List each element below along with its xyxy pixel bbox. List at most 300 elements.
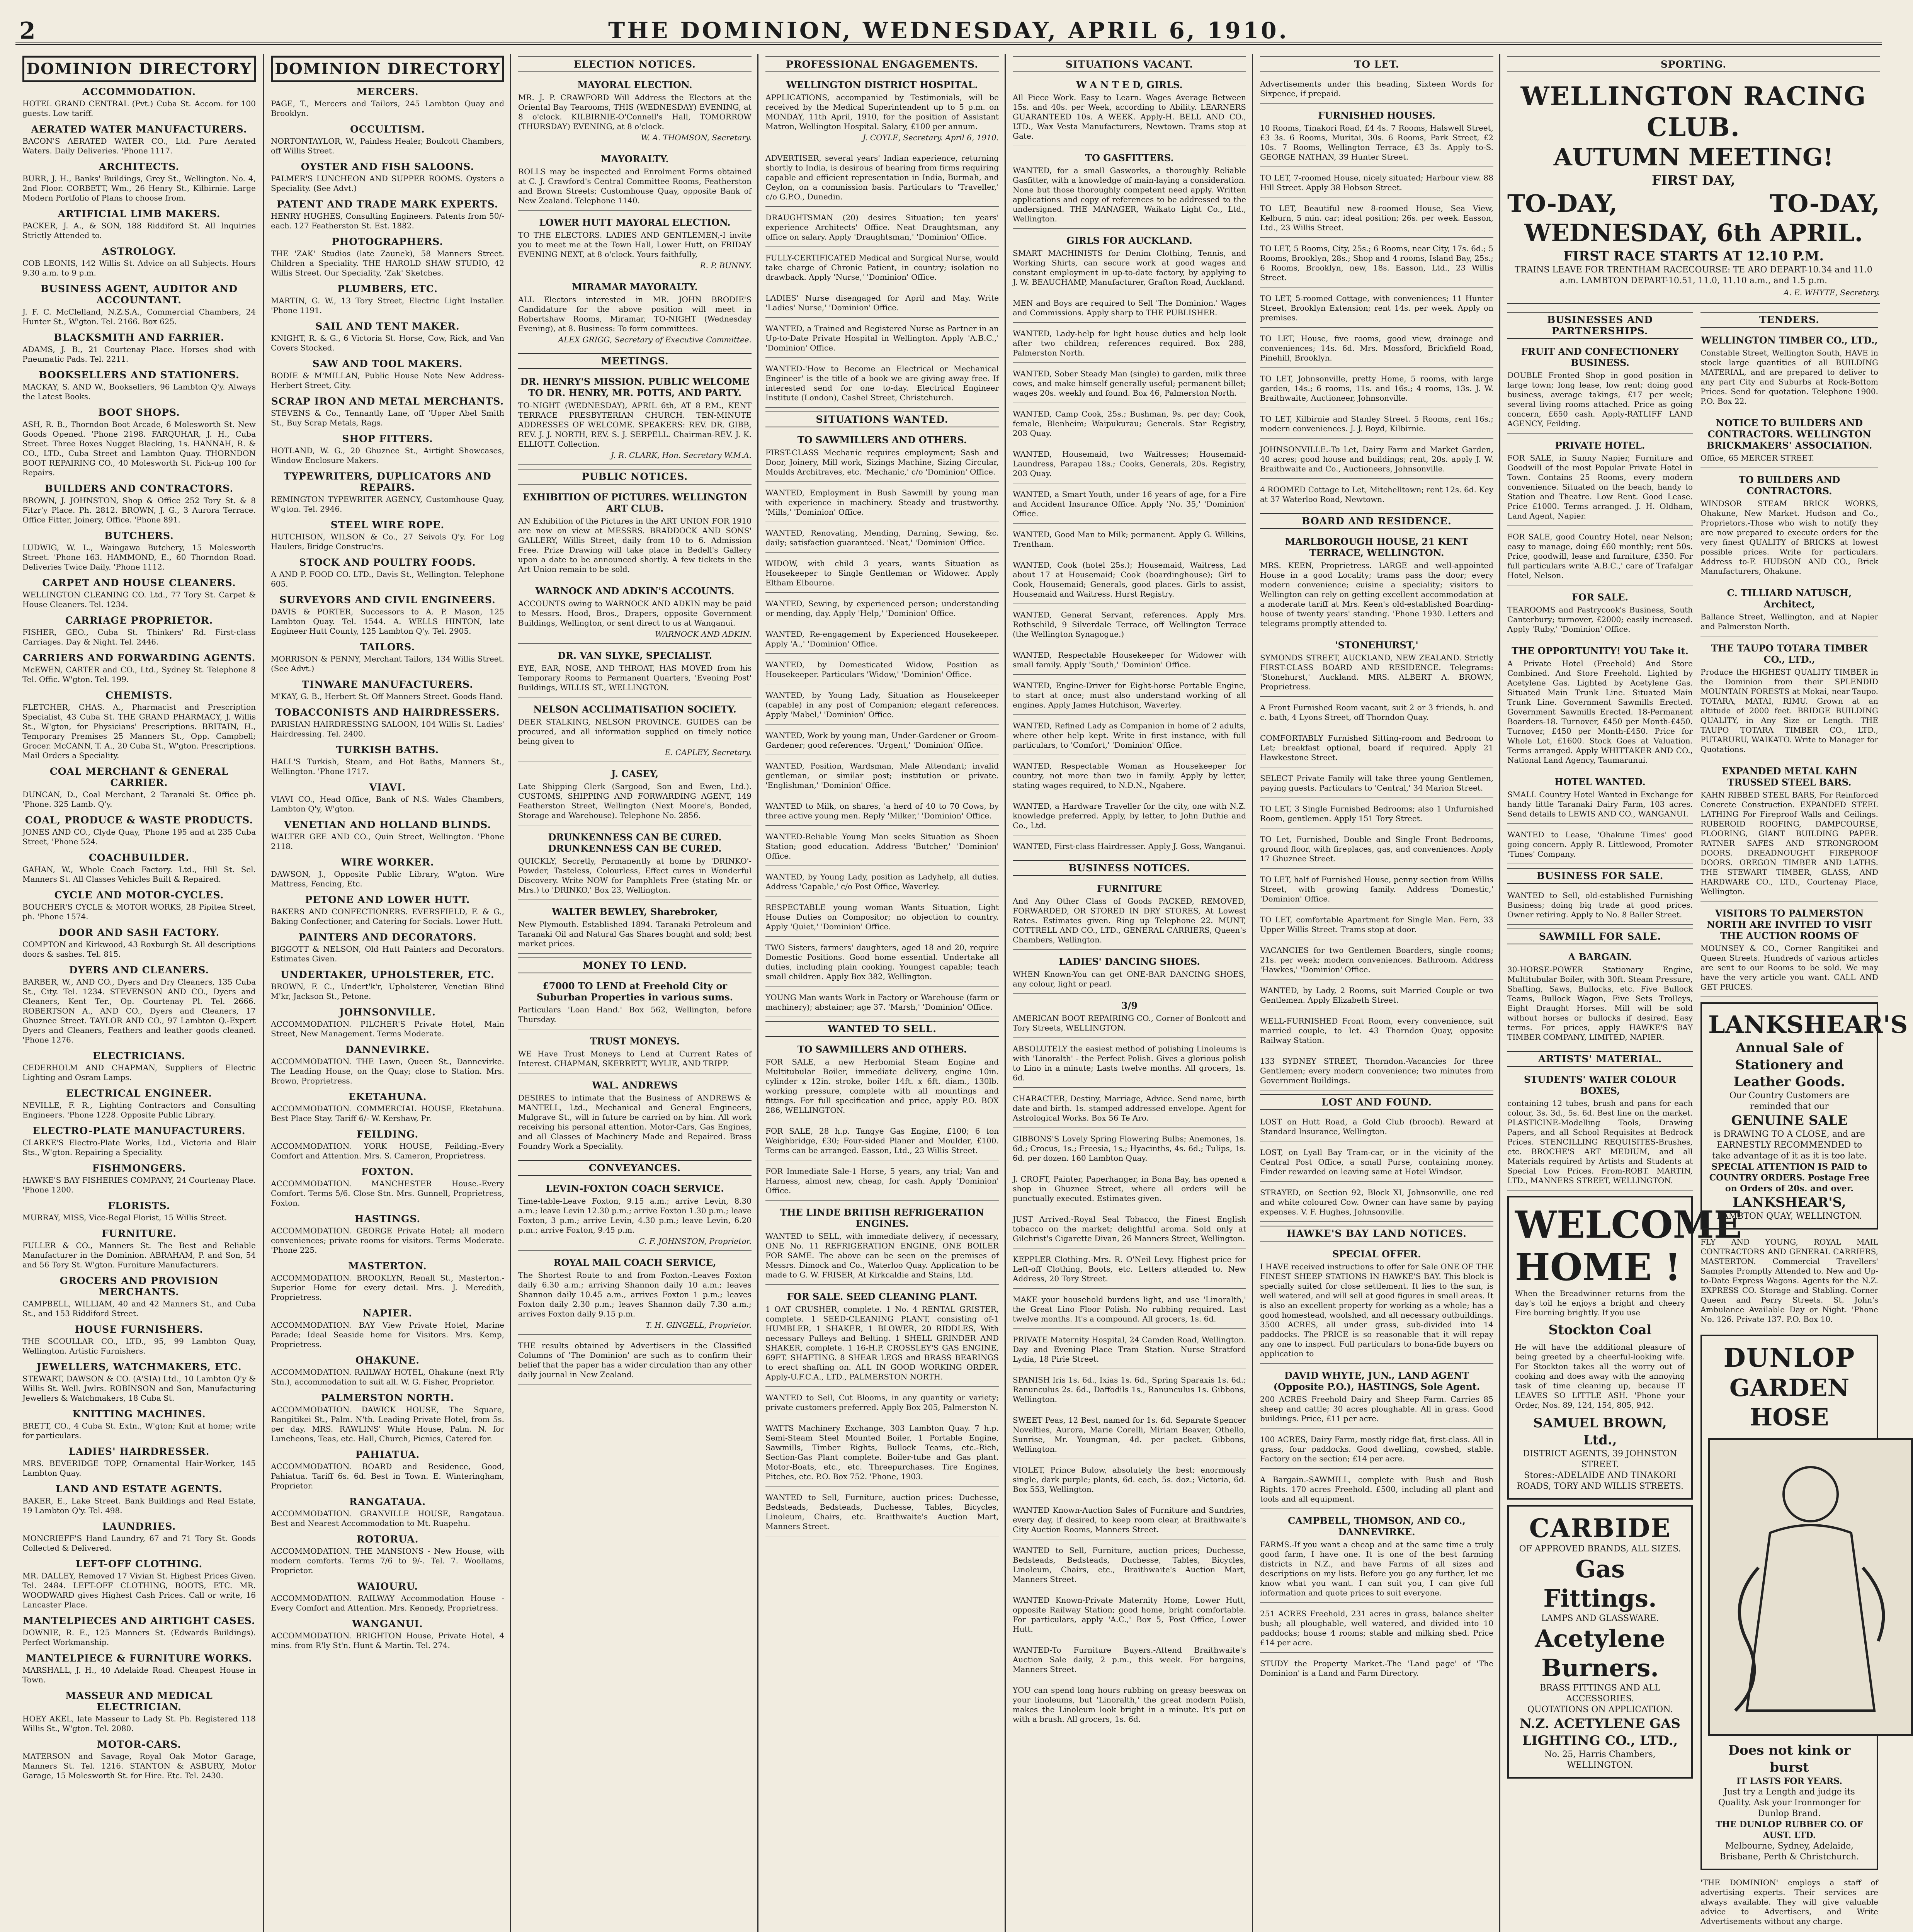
classified-ad [1260,1367,1493,1429]
directory-entry [271,679,504,701]
directory-entry [271,1166,504,1208]
racing-today-row [1507,189,1880,218]
classified-ad [765,526,999,553]
classified-ad [1013,1373,1246,1409]
ad-text: WANTED, by Young Lady, Situation as Housekeeper (capable) in any post of Companion; elegant references. Apply 'Mabel,' 'Dominion' Office. [765,690,999,719]
ad-text: WANTED, Respectable Woman as Housekeeper for country, not more than two in family. Apply by letter, stating wages required, to N.D.N., Ngahere. [1013,761,1246,790]
section-heading: ELECTION NOTICES. [518,56,752,72]
ad-title: DR. VAN SLYKE, SPECIALIST. [558,650,712,661]
section-heading: CONVEYANCES. [518,1160,752,1176]
carbide-line: OF APPROVED BRANDS, ALL SIZES. [1519,1544,1681,1554]
ad-text: FOR SALE, a new Herbomial Steam Engine and Multitubular Boiler, immediate delivery, engine 10in. cylinder x 12in. stroke, boiler 14ft. x 6ft. diam., 130lb. working pressure, complete with all mountings and fittings. For full specification and price, apply P.O. BOX 286, WELLINGTON. [765,1057,999,1115]
directory-category: FISHMONGERS. [92,1163,186,1174]
carbide-ad [1507,1505,1693,1779]
ad-text: The Shortest Route to and from Foxton.-Leaves Foxton daily 6.30 a.m.; arriving Shannon daily 10 a.m.; leaves Shannon daily 10.45 a.m., arrives Foxton 1 p.m.; leaves Foxton daily 2.30 p.m.; leaves Shannon daily 7.30 a.m.; arrives Foxton daily 9.15 p.m. [518,1270,752,1318]
directory-entry [22,283,256,327]
directory-entry [22,246,256,278]
ad-text: MR. J. P. CRAWFORD Will Address the Electors at the Oriental Bay Tearooms, THIS (WEDNESDAY) EVENING, at 8 o'clock. KILBIRNIE-O'Connell's Hall, TOMORROW (THURSDAY) EVENING, at 8 o'clock. [518,93,752,131]
directory-category: STEEL WIRE ROPE. [330,519,445,531]
directory-entry [271,1534,504,1575]
directory-entry [271,1091,504,1123]
sporting-left-subcolumn [1507,310,1742,1932]
classified-ad [765,211,999,247]
classified-ad [518,1180,752,1251]
ad-text: WANTED-To Furniture Buyers.-Attend Braithwaite's Auction Sale daily, 2 p.m., this week. For bargains, Manners Street. [1013,1645,1246,1674]
directory-category: CARRIAGE PROPRIETOR. [65,615,213,626]
directory-text: ASH, R. B., Thorndon Boot Arcade, 6 Molesworth St. New Goods Opened. 'Phone 2198. FARQUHAR, J. H., Cuba Street. Three Boxes Nugget Blacking, 1s. HANNAH, R. & CO., LTD., Cuba Street and Lambton Quay. THORNDON BOOT REPAIRING CO., 40 Molesworth St. Pick-up 100 for Repairs. [22,420,256,477]
ad-text: CHARACTER, Destiny, Marriage, Advice. Send name, birth date and birth. 1s. stamped addressed envelope. Agent for Astrological Works. Box 56 Te Aro. [1013,1094,1246,1122]
classified-ad [1260,832,1493,869]
directory-entry [271,199,504,231]
directory-entry [271,321,504,353]
ad-text: WIDOW, with child 3 years, wants Situation as Housekeeper to Single Gentleman or Widower. Apply Eltham Elbourne. [765,559,999,587]
classified-ad [1260,1014,1493,1050]
directory-entry [22,1324,256,1356]
classified-ad [1507,437,1693,526]
directory-category: ARTIFICIAL LIMB MAKERS. [58,208,221,219]
ad-text: A Private Hotel (Freehold) And Store Combined. And Store Freehold. Lighted by Acetylene Gas. Lighted by Acetylene Gas. Situated Main Trunk Line. Situated Main Trunk Line. Government Sawmills Erected. Government Sawmills Erected. 18-Permanent Boarders-18. Turnover, £450 per Month-£450. Turnover, £450 per Month-£450. Price for Whole Lot, £1600. Stock Goes at Valuation. Terms arranged. Apply WHITTAKER AND CO., National Land Agency, Taumarunui. [1507,659,1693,765]
directory-text: MACKAY, S. AND W., Booksellers, 96 Lambton Q'y. Always the Latest Books. [22,382,256,401]
directory-entry [22,927,256,959]
ad-text: TWO Sisters, farmers' daughters, aged 18 and 20, require Domestic Positions. Good home essential. Undertake all duties, including plain cooking. Youngest capable; teach small children. Apply Box 382, Wellington. [765,943,999,981]
directory-text: HENRY HUGHES, Consulting Engineers. Patents from 50/- each. 127 Featherston St. Est. 1882. [271,211,504,230]
classified-ad [765,1041,999,1120]
section-heading: BOARD AND RESIDENCE. [1260,513,1493,529]
directory-entry [271,519,504,551]
classified-ad [1013,1212,1246,1248]
directory-entry [271,1355,504,1387]
classified-ad [765,321,999,358]
classified-ad [765,1204,999,1285]
dunlop-tagline: Does not kink or burst [1728,1743,1851,1775]
ad-text: WANTED-Reliable Young Man seeks Situation as Shoen Station; good education. Address 'Butcher,' 'Dominion' Office. [765,832,999,861]
classified-ad [1700,640,1878,759]
ad-signature: C. F. JOHNSTON, Proprietor. [639,1236,752,1246]
directory-category: MASTERTON. [348,1260,427,1272]
ad-signature: J. R. CLARK, Hon. Secretary W.M.A. [610,451,752,460]
section-heading: BUSINESSES AND PARTNERSHIPS. [1507,312,1693,339]
ad-title: TO BUILDERS AND CONTRACTORS. [1738,474,1840,497]
directory-category: WAIOURU. [357,1581,418,1592]
directory-entry [271,641,504,673]
classified-ad [1260,242,1493,287]
ad-title: ROYAL MAIL COACH SERVICE, [553,1257,716,1268]
classified-ad [1507,828,1693,864]
directory-category: FEILDING. [356,1129,419,1140]
directory-text: DAVIS & PORTER, Successors to A. P. Mason, 125 Lambton Quay. Tel. 1544. A. WELLS HINTON, late Engineer Hutt County, 125 Lambton Q'y. Tel. 2905. [271,607,504,636]
ad-title: FURNISHED HOUSES. [1318,110,1435,121]
directory-category: TINWARE MANUFACTURERS. [302,679,473,690]
ad-text: WATTS Machinery Exchange, 303 Lambton Quay. 7 h.p. Semi-Steam Steel Mounted Boiler, 1 Portable Engine, Sawmills, Timber Rights, Bullock Teams, etc.-Rich, Section-Gas Plant complete. Boiler-tube and Gas plant. Motor-Boats, etc., etc. Threepurchases. Tire Engines, Pitches, etc. P.O. Box 752. 'Phone, 1903. [765,1423,999,1481]
ad-text: AN Exhibition of the Pictures in the ART UNION FOR 1910 are now on view at MESSRS. BRADDOCK AND SONS' GALLERY, Willis Street, daily from 10 to 6. Admission Free. Prize Drawing will take place in Bedell's Gallery upon a date to be announced shortly. A few tickets in the Art Union remain to be sold. [518,516,752,574]
ad-text: JUST Arrived.-Royal Seal Tobacco, the Finest English tobacco on the market; delightful aroma. Sold only at Gilchrist's Cigarette Divan, 26 Manners Street, Wellington. [1013,1214,1246,1243]
directory-category: HASTINGS. [354,1213,421,1225]
directory-text: BURR, J. H., Banks' Buildings, Grey St., Wellington. No. 4, 2nd Floor. CORBETT, Wm., 26 Henry St., Kilbirnie. Large Modern Portfolio of Plans to choose from. [22,174,256,202]
classified-ad [1260,442,1493,479]
ad-title: MAYORALTY. [601,153,669,165]
ad-title: WELLINGTON DISTRICT HOSPITAL. [786,79,978,90]
classified-ad [1013,799,1246,835]
classified-ad [1507,1071,1693,1190]
ad-text: FOR Immediate Sale-1 Horse, 5 years, any trial; Van and Harness, almost new, cheap, for cash. Apply 'Dominion' Office. [765,1167,999,1195]
directory-text: ACCOMMODATION. BOARD and Residence, Good, Pahiatua. Tariff 6s. 6d. Best in Town. E. Winteringham, Proprietor. [271,1462,504,1490]
classified-ad [1507,949,1693,1047]
ad-text: FOR SALE, 28 h.p. Tangye Gas Engine, £100; 6 ton Weighbridge, £30; Four-sided Planer and Moulder, £100. Terms can be arranged. Easson, Ltd., 23 Willis Street. [765,1126,999,1155]
carbide-brass: BRASS FITTINGS AND ALL ACCESSORIES. [1540,1683,1660,1704]
dunlop-company: THE DUNLOP RUBBER CO. OF AUST. LTD. [1716,1820,1863,1840]
classified-ad [518,1338,752,1384]
classified-ad [1260,771,1493,798]
classified-ad [1013,327,1246,363]
classified-column-6 [1252,54,1500,1932]
classified-ad [1260,332,1493,368]
section-heading: LOST AND FOUND. [1260,1094,1493,1110]
directory-entry [271,1581,504,1613]
ad-text: STUDY the Property Market.-The 'Land page' of 'The Dominion' is a Land and Farm Directory. [1260,1659,1493,1678]
directory-category: GROCERS AND PROVISION MERCHANTS. [60,1275,219,1298]
section-heading: WANTED TO SELL. [765,1021,999,1037]
directory-text: HALL'S Turkish, Steam, and Hot Baths, Manners St., Wellington. 'Phone 1717. [271,757,504,776]
ad-text: SWEET Peas, 12 Best, named for 1s. 6d. Separate Spencer Novelties, Aurora, Marie Corelli, Miriam Beaver, Othello, Sunrise, Mr. Youngman, 4d. per packet. Gibbons, Wellington. [1013,1415,1246,1454]
directory-entry [271,857,504,889]
ad-text: WANTED to Milk, on shares, 'a herd of 40 to 70 Cows, by three active young men. Reply 'Milker,' 'Dominion' Office. [765,801,999,820]
directory-entry [22,1125,256,1157]
ad-text: LOST, on Lyall Bay Tram-car, or in the vicinity of the Central Post Office, a small Purse, containing money. Finder rewarded on leaving same at Hotel Windsor. [1260,1148,1493,1176]
sporting-column [1499,54,1908,1932]
directory-text: MONCRIEFF'S Hand Laundry, 67 and 71 Tory St. Goods Collected & Delivered. [22,1534,256,1553]
section-heading: PROFESSIONAL ENGAGEMENTS. [765,56,999,72]
ad-text: DEER STALKING, NELSON PROVINCE. GUIDES can be procured, and all information supplied on timely notice being given to [518,717,752,746]
classified-ad [1700,585,1878,636]
directory-text: NORTONTAYLOR, W., Painless Healer, Boulcott Chambers, off Willis Street. [271,136,504,155]
directory-entry [271,594,504,636]
welcome-text: When the Breadwinner returns from the day's toil he enjoys a bright and cheery Fire burning brightly. If you use [1515,1289,1685,1317]
directory-entry [22,615,256,647]
ad-text: Time-table-Leave Foxton, 9.15 a.m.; arrive Levin, 8.30 a.m.; leave Levin 12.30 p.m.; arrive Foxton 1.30 p.m.; leave Foxton, 3 p.m.; arrive Levin, 4.30 p.m.; leave Levin, 6.20 p.m.; arrive Foxton, 9.45 p.m. [518,1196,752,1235]
directory-category: SCRAP IRON AND METAL MERCHANTS. [271,396,504,407]
lankshear-text-1: Our Country Customers are reminded that our [1729,1091,1850,1111]
directory-entry [22,1163,256,1195]
classified-ad [1260,1513,1493,1603]
directory-text: PAGE, T., Mercers and Tailors, 245 Lambton Quay and Brooklyn. [271,99,504,118]
directory-entry [271,744,504,776]
classified-ad [1013,407,1246,443]
ad-text: LOST on Hutt Road, a Gold Club (brooch). Reward at Standard Insurance, Wellington. [1260,1117,1493,1136]
ad-text: WHEN Known-You can get ONE-BAR DANCING SHOES, any colour, light or pearl. [1013,969,1246,988]
section-heading: SITUATIONS WANTED. [765,412,999,427]
directory-entry [271,1260,504,1302]
ad-text: SPANISH Iris 1s. 6d., Ixias 1s. 6d., Spring Sparaxis 1s. 6d.; Ranunculus 2s. 6d., Daffodils 1s., Ranunculus 1s. Gibbons, Wellington. [1013,1375,1246,1404]
ad-text: SYMONDS STREET, AUCKLAND, NEW ZEALAND. Strictly FIRST-CLASS BOARD AND RESIDENCE. Telegrams: 'Stonehurst,' Auckland. MRS. ALBERT A. BROWN, Proprietress. [1260,653,1493,691]
ad-title: TO SAWMILLERS AND OTHERS. [797,1044,967,1055]
directory-text: NEVILLE, F. R., Lighting Contractors and Consulting Engineers. 'Phone 1228. Opposite Public Library. [22,1100,256,1119]
ad-title: TO GASFITTERS. [1085,152,1174,163]
directory-category: SHOP FITTERS. [342,433,433,444]
ad-text: TEAROOMS and Pastrycook's Business, South Canterbury; turnover, £2000; easily increased. Apply 'Ruby,' 'Dominion' Office. [1507,605,1693,634]
classified-ad [1507,774,1693,824]
ad-signature: WARNOCK AND ADKIN. [655,629,752,639]
ad-text: J. CROFT, Painter, Paperhanger, in Bona Bay, has opened a shop in Ghuznee Street, where all orders will be punctually executed. Estimates given. [1013,1174,1246,1203]
directory-category: SAIL AND TENT MAKER. [315,321,460,332]
ad-text: SMALL Country Hotel Wanted in Exchange for handy little Taranaki Dairy Farm, 103 acres. Send details to LEWIS AND CO., WANGANUI. [1507,790,1693,818]
ad-text: TO LET, Beautiful new 8-roomed House, Sea View, Kelburn, 5 min. car; ideal position; 26s. per week. Easson, Ltd., 23 Willis Street. [1260,204,1493,232]
ad-text: JOHNSONVILLE.-To Let, Dairy Farm and Market Garden, 40 acres; good house and buildings; rent, 20s. apply J. W. Braithwaite and Co., Auctioneers, Johnsonville. [1260,445,1493,473]
directory-category: BUTCHERS. [104,530,174,541]
fly-young-text: FLY AND YOUNG, ROYAL MAIL CONTRACTORS AND GENERAL CARRIERS, MASTERTON. Commercial Travellers' Samples Promptly Attended to. New and Up-to-Date Express Wagons. Agents for the N.Z. EXPRESS CO. Storage and Stabling. Corner Queen and Perry Streets. St. John's Ambulance Available Day or Night. 'Phone No. 126. Private 137. P.O. Box 10. [1700,1237,1878,1324]
sporting-right-subcolumn [1700,310,1908,1932]
ad-text: MRS. KEEN, Proprietress. LARGE and well-appointed House in a good Locality; trams pass the door; every modern convenience; cuisine a speciality; visitors to Wellington can rely on getting excellent accommodation at a moderate tariff at Mrs. Keen's old-established Boarding-house of twenty years' standing. 'Phone 1930. Letters and telegrams promptly attended to. [1260,561,1493,628]
directory-category: AERATED WATER MANUFACTURERS. [31,124,247,135]
directory-text: MR. DALLEY, Removed 17 Vivian St. Highest Prices Given. Tel. 2484. LEFT-OFF CLOTHING, BOOTS, ETC. MR. WOODWARD gives Highest Cash Prices. Call or write, 16 Lancaster Place. [22,1571,256,1609]
directory-category: DANNEVIRKE. [345,1044,430,1055]
directory-text: WELLINGTON CLEANING CO. Ltd., 77 Tory St. Carpet & House Cleaners. Tel. 1234. [22,590,256,609]
directory-text: PARISIAN HAIRDRESSING SALOON, 104 Willis St. Ladies' Hairdressing. Tel. 2400. [271,719,504,738]
ad-signature: E. CAPLEY, Secretary. [665,748,752,757]
newspaper-title: THE DOMINION, WEDNESDAY, APRIL 6, 1910. [608,17,1289,44]
racing-trains: TRAINS LEAVE FOR TRENTHAM RACECOURSE: TE ARO DEPART-10.34 and 11.0 a.m. LAMBTON DEPART-10.51, 11.0, 11.10 a.m., and 1.5 p.m. [1515,265,1872,286]
classified-ad [1013,1543,1246,1589]
directory-category: ELECTRICAL ENGINEER. [66,1088,212,1099]
classified-ad [1013,487,1246,524]
directory-text: DAWSON, J., Opposite Public Library, W'gton. Wire Mattress, Fencing, Etc. [271,869,504,888]
ad-text: SMART MACHINISTS for Denim Clothing, Tennis, and Working Shirts, can secure work at good wages and constant employment in up-to-date factory, by applying to J. W. BEAUCHAMP, Manufacturer, Grafton Road, Auckland. [1013,248,1246,287]
classified-ad [1013,77,1246,146]
dunlop-ad [1700,1335,1878,1870]
classified-ad [1013,1413,1246,1459]
directory-text: ACCOMMODATION. GRANVILLE HOUSE, Rangataua. Best and Nearest Accommodation to Mt. Ruapehu. [271,1509,504,1528]
ad-text: PRIVATE Maternity Hospital, 24 Camden Road, Wellington. Day and Evening Place Tram Station. Nurse Stratford Lydia, 18 Pirie Street. [1013,1335,1246,1364]
directory-category: LEFT-OFF CLOTHING. [75,1558,203,1570]
ad-title: £7000 TO LEND at Freehold City or Suburban Properties in various sums. [536,980,733,1003]
ad-title: WALTER BEWLEY, Sharebroker, [552,906,718,917]
classified-ad [1260,107,1493,167]
ad-text: ROLLS may be inspected and Enrolment Forms obtained at C. J. Crawford's Central Committee Rooms, Featherston and Brown Streets; Customhouse Quay, opposite Bank of New Zealand. Telephone 1140. [518,167,752,205]
directory-category: DOOR AND SASH FACTORY. [58,927,220,938]
ad-text: WANTED, Sewing, by experienced person; understanding or mending, day. Apply 'Help,' 'Dominion' Office. [765,599,999,618]
directory-entry [271,1129,504,1161]
directory-entry [22,161,256,203]
classified-ad [1260,1607,1493,1653]
dunlop-product: GARDEN HOSE [1729,1374,1850,1431]
directory-category: MASSEUR AND MEDICAL ELECTRICIAN. [65,1690,213,1713]
directory-text: WALTER GEE AND CO., Quin Street, Wellington. 'Phone 2118. [271,832,504,851]
ad-text: WANTED to Sell, Furniture, auction prices; Duchesse, Bedsteads, Bedsteads, Duchesse, Tables, Bicycles, Linoleum, Chairs, etc., Braithwaite's Auction Mart, Manners Street. [1013,1546,1246,1584]
classified-ad [1013,558,1246,604]
directory-text: ACCOMMODATION. MANCHESTER House.-Every Comfort. Terms 5/6. Close Stn. Mrs. Gunnell, Proprietress, Foxton. [271,1179,504,1208]
ad-text: FOR SALE, in Sunny Napier, Furniture and Goodwill of the most Popular Private Hotel in Town. Contains 25 Rooms, every modern convenience. Situated on the beach, handy to Station and Theatre. Low Rent. Good Lease. Price £1000. Terms arranged. J. H. Oldham, Land Agent, Napier. [1507,453,1693,520]
ad-text: WANTED, Refined Lady as Companion in home of 2 adults, where other help kept. Write in first instance, with full particulars, to 'Comfort,' 'Dominion' Office. [1013,721,1246,750]
ad-text: A Front Furnished Room vacant, suit 2 or 3 friends, h. and c. bath, 4 Lyons Street, off Thorndon Quay. [1260,703,1493,722]
ad-text: WANTED to Sell, Furniture, auction prices: Duchesse, Bedsteads, Bedsteads, Duchesse, Tables, Bicycles, Linoleum, Chairs, etc. Braithwaite's Auction Mart, Manners Street. [765,1493,999,1531]
ad-text: STRAYED, on Section 92, Block XI, Johnsonville, one red and white coloured Cow. Owner can have same by paying expenses. V. F. Hughes, Johnsonville. [1260,1188,1493,1216]
directory-category: ROTORUA. [356,1534,419,1545]
ad-title: J. CASEY, [611,768,658,779]
ad-text: WANTED, by Young Lady, position as Ladyhelp, all duties. Address 'Capable,' c/o Post Office, Waverley. [765,872,999,891]
directory-text: ACCOMMODATION. RAILWAY HOTEL, Ohakune (next R'ly Stn.), accommodation to suit all. W. G. Fisher, Proprietor. [271,1367,504,1386]
ad-text: GIBBONS'S Lovely Spring Flowering Bulbs; Anemones, 1s. 6d.; Crocus, 1s.; Freesia, 1s.; Hyacinths, 4s. 6d.; Tulips, 1s. 6d. per dozen. 160 Lambton Quay. [1013,1134,1246,1163]
ad-text: FIRST-CLASS Mechanic requires employment; Sash and Door, Joinery, Mill work, Sizings Machine, Sizing Circular, Moulds Architraves, etc. 'Mechanic,' c/o 'Dominion' Office. [765,448,999,476]
directory-category: PATENT AND TRADE MARK EXPERTS. [277,199,498,210]
classified-ad [1013,1333,1246,1369]
directory-entry [271,433,504,465]
welcome-brand: Stockton Coal [1548,1322,1652,1338]
directory-text: BARBER, W., AND CO., Dyers and Dry Cleaners, 135 Cuba St., City. Tel. 1234. STEVENSON AND CO., Dyers and Cleaners, Kent Ter., Op. Courtenay Pl. Tel. 2666. ROBERTSON A., AND CO., Dyers and Cleaners, 17 Ghuznee Street. TAYLOR AND CO., 97 Lambton Q.-Expert Dyers and Cleaners, Feathers and leather goods cleaned. 'Phone 1276. [22,977,256,1044]
directory-text: ACCOMMODATION. GEORGE Private Hotel; all modern conveniences; private rooms for visitors. Terms Moderate. 'Phone 225. [271,1226,504,1255]
classified-ad [1507,643,1693,770]
directory-text: ACCOMMODATION. BRIGHTON House, Private Hotel, 4 mins. from R'ly St'n. Hunt & Martin. Tel. 274. [271,1631,504,1650]
directory-text: FISHER, GEO., Cuba St. Thinkers' Rd. First-class Carriages. Day & Night. Tel. 2446. [22,628,256,646]
directory-entry [271,1618,504,1650]
classified-ad [1260,372,1493,408]
directory-entry [22,1275,256,1318]
ad-title: 'STONEHURST,' [1335,639,1418,651]
ad-title: PRIVATE HOTEL. [1555,440,1645,451]
classified-ad [1013,150,1246,229]
racing-today-left: TO-DAY, [1507,189,1617,218]
directory-category: STOCK AND POULTRY FOODS. [299,557,476,568]
classified-ad [1260,802,1493,828]
classified-ad [765,1391,999,1417]
classified-ad [765,1421,999,1486]
directory-text: FLETCHER, CHAS. A., Pharmacist and Prescription Specialist, 43 Cuba St. THE GRAND PHARMACY, J. Willis St., W'gton, for Physicians' Prescriptions. BRITAIN, H., Temporary Premises 25 Manners St., Opp. Campbell; Grocer. McCANN, T. A., 20 Cuba St., W'gton. Prescriptions. Mail Orders a Speciality. [22,702,256,760]
directory-entry [271,358,504,390]
directory-entry [22,1690,256,1733]
classified-ad [1700,905,1878,997]
classified-ad [518,978,752,1029]
classified-ad [1013,447,1246,483]
directory-category: PHOTOGRAPHERS. [332,236,444,247]
ad-title: TO SAWMILLERS AND OTHERS. [797,434,967,446]
dunlop-text: Just try a Length and judge its Quality. Ask your Ironmonger for Dunlop Brand. [1718,1787,1860,1818]
ad-text: Ballance Street, Wellington, and at Napier and Palmerston North. [1700,612,1878,631]
ad-signature: W. A. THOMSON, Secretary. [641,133,752,142]
racing-first-race: FIRST RACE STARTS AT 12.10 P.M. [1563,248,1824,264]
ad-text: Particulars 'Loan Hand.' Box 562, Wellington, before Thursday. [518,1005,752,1024]
directory-text: BIGGOTT & NELSON, Old Hutt Painters and Decorators. Estimates Given. [271,944,504,963]
ad-title: THE TAUPO TOTARA TIMBER CO., LTD., [1711,643,1868,665]
directory-entry [22,1361,256,1403]
dunlop-lasts: IT LASTS FOR YEARS. [1736,1776,1842,1786]
directory-category: CHEMISTS. [105,690,173,701]
ad-title: NELSON ACCLIMATISATION SOCIETY. [533,704,736,715]
ad-text: RESPECTABLE young woman Wants Situation, Light House Duties on Compositor; no objection to country. Apply 'Quiet,' 'Dominion' Office. [765,903,999,931]
ad-title: A BARGAIN. [1568,951,1632,963]
ad-text: KEPPLER Clothing.-Mrs. R. O'Neil Levy. Highest price for Left-off Clothing, Boots, etc. Letters attended to. New Address, 20 Tory Street. [1013,1255,1246,1283]
directory-text: McEWEN, CARTER and CO., Ltd., Sydney St. Telephone 8 Tel. Offic. W'gton. Tel. 199. [22,665,256,684]
section-heading: TENDERS. [1700,312,1878,328]
classified-ad [1013,998,1246,1038]
ad-title: FOR SALE. [1572,592,1628,603]
directory-text: CEDERHOLM AND CHAPMAN, Suppliers of Electric Lighting and Osram Lamps. [22,1063,256,1082]
ad-text: WANTED Known-Private Maternity Home, Lower Hutt, opposite Railway Station; good home, bright comfortable. For particulars, apply 'A.C.,' Box 5, Post Office, Lower Hutt. [1013,1595,1246,1634]
ad-text: WANTED, General Servant, references. Apply Mrs. Rothschild, 9 Silverdale Terrace, off Wellington Terrace (the Wellington Synagogue.) [1013,610,1246,639]
directory-category: TOBACCONISTS AND HAIRDRESSERS. [275,707,500,718]
ad-title: WAL. ANDREWS [592,1080,678,1091]
classified-ad [518,701,752,762]
classified-ad [1700,332,1878,411]
directory-category: ELECTRO-PLATE MANUFACTURERS. [32,1125,246,1136]
directory-entry [22,1050,256,1082]
classified-ad [765,151,999,207]
directory-category: VENETIAN AND HOLLAND BLINDS. [284,819,491,830]
directory-category: NAPIER. [362,1308,413,1319]
ad-text: APPLICATIONS, accompanied by Testimonials, will be received by the Medical Superintendent up to 5 p.m. on MONDAY, 11th April, 1910, for the position of Assistant Matron, Wellington Hospital. Salary, £100 per annum. [765,93,999,131]
ad-text: DESIRES to intimate that the Business of ANDREWS & MANTELL, Ltd., Mechanical and General Engineers, Mulgrave St., will in future be carried on by him. All work receiving his personal attention. Motor-Cars, Gas Engines, and all Classes of Machinery Made and Repaired. Brass Foundry Work a Speciality. [518,1093,752,1151]
ad-text: And Any Other Class of Goods PACKED, REMOVED, FORWARDED, OR STORED IN DRY STORES, At Lowest Rates. Estimates given. Ring up Telephone 22. MUNT, COTTRELL AND CO., LTD., GENERAL CARRIERS, Queen's Chambers, Wellington. [1013,896,1246,944]
directory-category: LAND AND ESTATE AGENTS. [56,1483,223,1495]
directory-entry [271,124,504,156]
directory-entry [22,1408,256,1440]
directory-entry [271,819,504,851]
classified-ad [765,362,999,408]
ad-text: 10 Rooms, Tinakori Road, £4 4s. 7 Rooms, Halswell Street, £3 3s. 6 Rooms, Muritai, 30s. 6 Rooms, Park Street, £2 10s. 7 Rooms, Wellington Terrace, £3 3s. Apply to-S. GEORGE NATHAN, 39 Hunter Street. [1260,123,1493,162]
classified-ad [765,830,999,866]
directory-text: HOTEL GRAND CENTRAL (Pvt.) Cuba St. Accom. for 100 guests. Low tariff. [22,99,256,118]
directory-entry [22,815,256,847]
directory-category: MANTELPIECES AND AIRTIGHT CASES. [23,1615,255,1626]
ad-text: AMERICAN BOOT REPAIRING CO., Corner of Bonlcott and Tory Streets, WELLINGTON. [1013,1014,1246,1032]
carbide-company: N.Z. ACETYLENE GAS LIGHTING CO., LTD., [1519,1716,1681,1748]
ad-text: WANTED, Lady-help for light house duties and help look after two children; references required. Box 288, Palmerston North. [1013,329,1246,357]
welcome-stores: Stores:-ADELAIDE AND TINAKORI ROADS, TORY AND WILLIS STREETS. [1517,1471,1683,1491]
ad-text: Constable Street, Wellington South, HAVE in stock large quantities of all BUILDING MATERIAL, and are prepared to deliver to any part City and Suburbs at Rock-Bottom Prices. Send for quotation. Telephone 1900. P.O. Box 22. [1700,348,1878,406]
classified-ad [765,759,999,795]
classified-ad [518,489,752,579]
directory-category: BUILDERS AND CONTRACTORS. [44,483,234,494]
carbide-acetylene: Acetylene [1535,1624,1665,1653]
ad-text: WANTED, First-class Hairdresser. Apply J. Goss, Wanganui. [1013,842,1246,851]
classified-ad [1700,763,1878,901]
ad-text: FULLY-CERTIFICATED Medical and Surgical Nurse, would take charge of Chronic Patient, in country; isolation no drawback. Apply 'Nurse,' 'Dominion' Office. [765,253,999,282]
ad-text: WANTED, Engine-Driver for Eight-horse Portable Engine, to start at once; must also understand working of all engines. Apply James Hutchison, Waverley. [1013,681,1246,709]
classified-ad [1260,701,1493,727]
ad-text: WANTED, Renovating, Mending, Darning, Sewing, &c. daily; satisfaction guaranteed. 'Neat,' 'Dominion' Office. [765,528,999,547]
directory-text: COMPTON and Kirkwood, 43 Roxburgh St. All descriptions doors & sashes. Tel. 815. [22,940,256,959]
directory-entry [22,332,256,364]
ad-text: WANTED, a Smart Youth, under 16 years of age, for a Fire and Accident Insurance Office. Apply 'No. 35,' 'Dominion' Office. [1013,490,1246,518]
directory-text: REMINGTON TYPEWRITER AGENCY, Customhouse Quay, W'gton. Tel. 2946. [271,495,504,514]
classified-ad [1013,1132,1246,1168]
directory-entry [22,483,256,525]
classified-ad [1260,637,1493,697]
ad-text: DOUBLE Fronted Shop in good position in large town; long lease, low rent; doing good business, average takings, £17 per week; several living rooms attached. Price as going concern, £650 cash. Apply-RATLIFF LAND AGENCY, Feilding. [1507,371,1693,428]
ad-title: MIRAMAR MAYORALTY. [572,281,698,293]
classified-ad [1013,527,1246,554]
classified-ad [1260,1432,1493,1469]
welcome-agents: DISTRICT AGENTS, 39 JOHNSTON STREET. [1523,1449,1677,1469]
directory-entry [22,852,256,884]
ad-text: COMFORTABLY Furnished Sitting-room and Bedroom to Let; breakfast optional, board if required. Apply 21 Hawkestone Street. [1260,733,1493,762]
directory-entry [271,1449,504,1491]
directory-text: MORRISON & PENNY, Merchant Tailors, 134 Willis Street. (See Advt.) [271,654,504,673]
classified-ad [1013,367,1246,403]
directory-text: CAMPBELL, WILLIAM, 40 and 42 Manners St., and Cuba St., and 153 Riddiford Street. [22,1299,256,1318]
directory-text: ACCOMMODATION. DAWICK HOUSE, The Square, Rangitikei St., Palm. N'th. Leading Private Hotel, from 5s. per day. MRS. RAWLINS' White House, Palm. N. for Luncheons, Teas, etc. Hall, Church, Picnics, Catered for. [271,1405,504,1443]
classified-ad [765,627,999,654]
directory-category: LADIES' HAIRDRESSER. [68,1446,210,1457]
racing-club-ad [1507,77,1880,304]
classified-ad [1013,1092,1246,1128]
classified-ad [1260,291,1493,328]
ad-text: MEN and Boys are required to Sell 'The Dominion.' Wages and Commissions. Apply sharp to THE PUBLISHER. [1013,298,1246,317]
directory-category: CYCLE AND MOTOR-CYCLES. [54,889,224,901]
directory-entry [22,1521,256,1553]
garden-hose-illustration [1708,1438,1913,1736]
directory-entry [271,1496,504,1528]
classified-ad [1260,171,1493,197]
racing-today-right: TO-DAY, [1770,189,1880,218]
ad-text: LADIES' Nurse disengaged for April and May. Write 'Ladies' Nurse,' 'Dominion' Office. [765,293,999,312]
